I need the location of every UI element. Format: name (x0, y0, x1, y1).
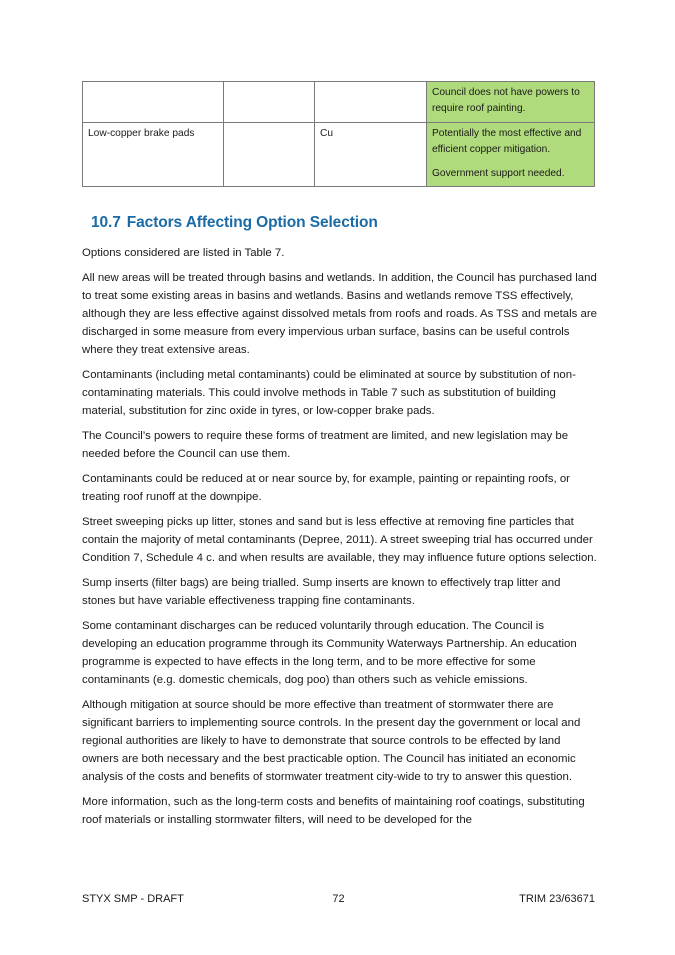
cell-note: Council does not have powers to require roof painting. (432, 87, 580, 114)
section-number: 10.7 (91, 214, 121, 231)
table-cell: Cu (315, 123, 427, 187)
footer-reference: TRIM 23/63671 (519, 893, 595, 905)
paragraph: Contaminants could be reduced at or near source by, for example, painting or repainting roofs, or treating roof runoff at the downpipe. (82, 473, 570, 503)
page-footer (82, 893, 595, 909)
table-cell-highlighted (427, 123, 595, 187)
cell-note: Government support needed. (432, 168, 565, 179)
table-row (83, 123, 595, 187)
table-cell (224, 82, 315, 123)
paragraph: Sump inserts (filter bags) are being trialled. Sump inserts are known to effectively trap litter and stones but have variable effectiveness trapping fine contaminants. (82, 577, 561, 607)
paragraph: The Council’s powers to require these forms of treatment are limited, and new legislation may be needed before the Council can use them. (82, 430, 569, 460)
options-table (82, 81, 595, 187)
paragraph: Some contaminant discharges can be reduced voluntarily through education. The Council is developing an education programme through its Community Waterways Partnership. An education programme is expected to have effects in the long term, and to be more effective for some contaminants (e.g. domestic chemicals, dog poo) than others such as vehicle emissions. (82, 620, 577, 686)
cell-note: Potentially the most effective and efficient copper mitigation. (432, 128, 582, 155)
paragraph: Contaminants (including metal contaminants) could be eliminated at source by substitution of non-contaminating materials. This could involve methods in Table 7 such as substitution of building material, substitution for zinc oxide in tyres, or low-copper brake pads. (82, 369, 576, 417)
table-cell (315, 82, 427, 123)
table-cell-highlighted (427, 82, 595, 123)
footer-document-title: STYX SMP - DRAFT (82, 893, 184, 905)
paragraph: Street sweeping picks up litter, stones and sand but is less effective at removing fine particles that contain the majority of metal contaminants (Depree, 2011). A street sweeping trial has occurred under Condition 7, Schedule 4 c. and when results are available, they may influence future options selection. (82, 516, 597, 564)
footer-page-number: 72 (332, 893, 345, 905)
paragraph: Options considered are listed in Table 7. (82, 247, 285, 259)
paragraph: Although mitigation at source should be more effective than treatment of stormwater there are significant barriers to implementing source controls. In the present day the government or local and regional authorities are likely to have to demonstrate that source controls to be effected by land owners are both necessary and the best practicable option. The Council has initiated an economic analysis of the costs and benefits of stormwater treatment city-wide to try to answer this question. (82, 699, 581, 783)
table-cell (224, 123, 315, 187)
table-row (83, 82, 595, 123)
body-text (82, 244, 597, 836)
paragraph: More information, such as the long-term costs and benefits of maintaining roof coatings, substituting roof materials or installing stormwater filters, will need to be developed for the (82, 796, 585, 826)
section-title: Factors Affecting Option Selection (126, 214, 378, 231)
paragraph: All new areas will be treated through basins and wetlands. In addition, the Council has purchased land to treat some existing areas in basins and wetlands. Basins and wetlands remove TSS effectively, although they are less effective against dissolved metals from roofs and roads. As TSS and metals are discharged in some measure from every impervious urban surface, basins can be useful controls where they treat extensive areas. (82, 272, 597, 356)
table-cell: Low-copper brake pads (83, 123, 224, 187)
table-cell (83, 82, 224, 123)
section-heading (91, 214, 378, 232)
